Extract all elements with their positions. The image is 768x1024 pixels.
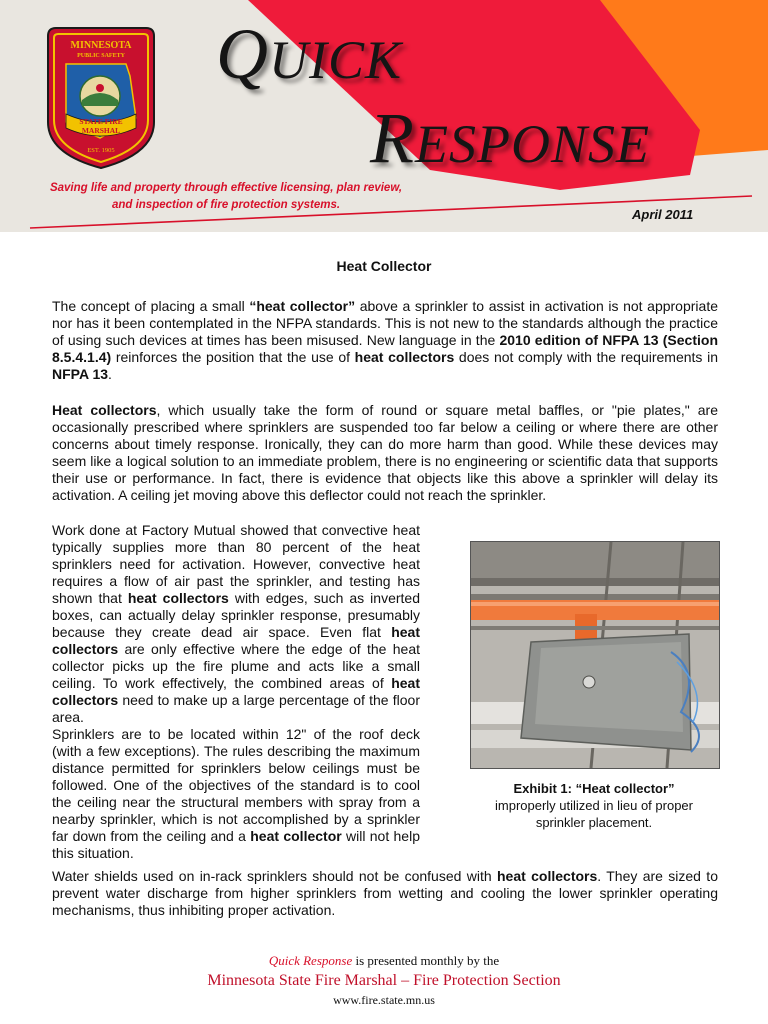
badge-top-line1: MINNESOTA — [70, 40, 132, 51]
text-run: reinforces the position that the use of — [111, 349, 355, 365]
issue-date: April 2011 — [632, 207, 694, 222]
caption-line2: improperly utilized in lieu of proper — [495, 798, 693, 813]
bold-term: heat collector — [250, 828, 342, 844]
tagline-line2: and inspection of fire protection systems. — [111, 199, 341, 211]
title-response — [370, 98, 650, 180]
paragraph-5 — [52, 868, 718, 919]
text-run: , which usually take the form of round or square metal baffles, or "pie plates," are occasionally prescribed where sprinklers are suspended too far below a ceiling or where there are other concerns about timely response. Ironically, they can do more harm than good. While these devices may seem like a logical solution to an immediate problem, there is no engineering or scientific data that supports their use or performance. In fact, there is evidence that objects like this above a sprinkler will delay its activation. A ceiling jet moving above this deflector could not reach the sprinkler. — [52, 402, 718, 503]
badge-ribbon-line1: STATE FIRE — [79, 117, 123, 126]
heat-collector-photo — [471, 542, 719, 768]
text-run: above a sprinkler to assist in activation is not appropriate nor has it been contemplated in the NFPA standards. This is not new to the standards although the practice of using such devices at times has been misused. New language in the — [52, 298, 718, 348]
caption-title: Exhibit 1: “Heat collector” — [513, 781, 675, 796]
badge-ribbon-line2: MARSHAL — [81, 126, 121, 135]
badge-est: EST. 1905 — [87, 147, 115, 154]
masthead — [0, 0, 768, 232]
paragraph-2 — [52, 402, 718, 504]
footer-presented-line — [0, 952, 768, 970]
text-run: does not comply with the requirements in — [454, 349, 718, 365]
text-run: are only effective where the edge of the heat collector picks up the fire plume and acts like a small ceiling. To work effectively, the combined areas of — [52, 641, 420, 691]
title-response-rest: ESPONSE — [414, 114, 650, 174]
footer-presented-text: is presented monthly by the — [352, 953, 500, 968]
text-run: with edges, such as inverted boxes, can actually delay sprinkler response, presumably because they create dead air space. Even flat — [52, 590, 420, 640]
bold-term: heat collectors — [497, 868, 598, 884]
text-run: will not help this situation. — [52, 828, 420, 861]
bold-term: 2010 edition of NFPA 13 (Section 8.5.4.1.4) — [52, 332, 718, 365]
exhibit-caption — [470, 780, 718, 831]
text-run: Sprinklers are to be located within 12" of the roof deck (with a few exceptions). The rules describing the maximum distance permitted for sprinklers below ceilings must be followed. One of the objectives of the standard is to cool the ceiling near the structural members with spray from a nearby sprinkler, which is not accomplished by a sprinkler far down from the ceiling and a — [52, 726, 420, 844]
bold-term: “heat collector” — [249, 298, 356, 314]
title-quick-initial: Q — [216, 14, 269, 94]
text-run: need to make up a large percentage of the floor area. — [52, 692, 420, 725]
paragraph-3 — [52, 522, 420, 726]
state-fire-marshal-badge — [44, 26, 158, 170]
text-run: . They are sized to prevent water discharge from higher sprinklers from wetting and cooling the lower sprinkler operating mechanisms, thus inhibiting proper activation. — [52, 868, 718, 918]
text-run: Water shields used on in-rack sprinklers should not be confused with — [52, 868, 497, 884]
tagline-line1: Saving life and property through effective licensing, plan review, — [49, 182, 403, 194]
bold-term: heat collectors — [127, 590, 229, 606]
footer — [0, 952, 768, 1008]
tagline — [36, 180, 416, 214]
title-quick — [216, 14, 403, 96]
caption-line3: sprinkler placement. — [535, 815, 653, 830]
text-run: Work done at Factory Mutual showed that convective heat typically supplies more than 80 percent of the heat sprinklers need for activation. However, convective heat requires a flow of air past the sprinkler, and testing has shown that — [52, 522, 420, 606]
paragraph-4 — [52, 726, 420, 862]
text-run: . — [108, 366, 112, 382]
article-title: Heat Collector — [336, 258, 432, 274]
footer-qr-label: Quick Response — [268, 953, 353, 968]
text-run: The concept of placing a small — [52, 298, 250, 314]
title-quick-rest: UICK — [269, 30, 403, 90]
footer-organization: Minnesota State Fire Marshal – Fire Protection Section — [207, 972, 561, 989]
exhibit-photo — [470, 541, 720, 769]
bold-term: NFPA 13 — [52, 366, 109, 382]
bold-term: heat collectors — [354, 349, 455, 365]
title-response-initial: R — [370, 98, 415, 178]
bold-term: Heat collectors — [52, 402, 157, 418]
badge-top-line2: PUBLIC SAFETY — [77, 53, 125, 59]
bold-term: heat collectors — [52, 624, 420, 657]
paragraph-1 — [52, 298, 718, 383]
footer-url[interactable]: www.fire.state.mn.us — [333, 993, 435, 1007]
bold-term: heat collectors — [52, 675, 420, 708]
